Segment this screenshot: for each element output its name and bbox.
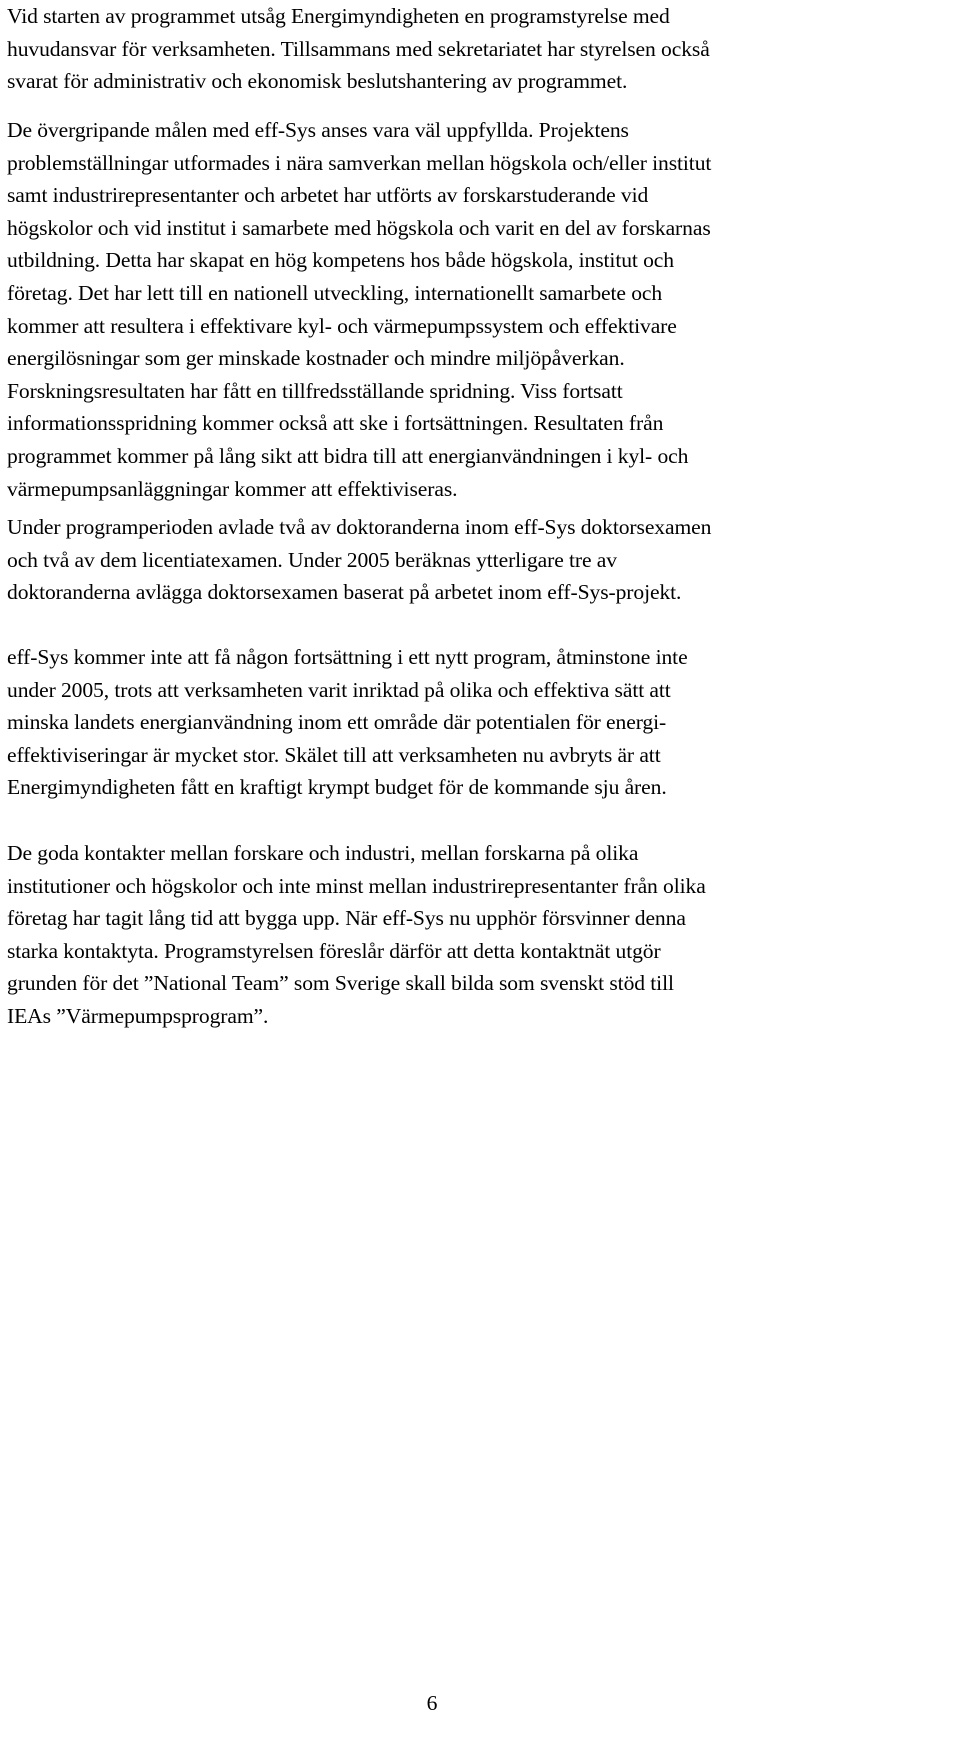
paragraph-2 (7, 114, 953, 505)
text-line: doktoranderna avlägga doktorsexamen baserat på arbetet inom eff-Sys-projekt. (7, 580, 682, 605)
text-line: informationsspridning kommer också att ske i fortsättningen. Resultaten från (7, 411, 664, 436)
text-line: minska landets energianvändning inom ett område där potentialen för energi- (7, 710, 667, 735)
paragraph-1 (7, 0, 953, 98)
text-line: Forskningsresultaten har fått en tillfredsställande spridning. Viss fortsatt (7, 378, 623, 403)
text-line: huvudansvar för verksamheten. Tillsammans med sekretariatet har styrelsen också (7, 36, 710, 61)
text-line: effektiviseringar är mycket stor. Skälet till att verksamheten nu avbryts är att (7, 742, 661, 767)
text-line: under 2005, trots att verksamheten varit inriktad på olika och effektiva sätt att (7, 677, 671, 702)
text-line: företag har tagit lång tid att bygga upp. När eff-Sys nu upphör försvinner denna (7, 906, 686, 931)
text-line: Vid starten av programmet utsåg Energimyndigheten en programstyrelse med (7, 4, 670, 28)
text-line: starka kontaktyta. Programstyrelsen föreslår därför att detta kontaktnät utgör (7, 938, 661, 963)
text-line: svarat för administrativ och ekonomisk beslutshantering av programmet. (7, 69, 628, 94)
text-line: och två av dem licentiatexamen. Under 2005 beräknas ytterligare tre av (7, 547, 617, 572)
text-line: problemställningar utformades i nära samverkan mellan högskola och/eller institut (7, 150, 712, 175)
text-line: samt industrirepresentanter och arbetet har utförts av forskarstuderande vid (7, 183, 649, 208)
text-line: Under programperioden avlade två av doktoranderna inom eff-Sys doktorsexamen (7, 515, 712, 539)
text-line: grunden för det ”National Team” som Sverige skall bilda som svenskt stöd till (7, 971, 674, 996)
page-number: 6 (426, 1691, 438, 1715)
text-line: De övergripande målen med eff-Sys anses vara väl uppfyllda. Projektens (7, 118, 629, 142)
text-line: energilösningar som ger minskade kostnader och mindre miljöpåverkan. (7, 346, 625, 371)
text-line: företag. Det har lett till en nationell utveckling, internationellt samarbete och (7, 280, 663, 305)
paragraph-5 (7, 837, 953, 1033)
text-line: Energimyndigheten fått en kraftigt krympt budget för de kommande sju åren. (7, 775, 667, 800)
paragraph-3 (7, 511, 953, 609)
text-line: eff-Sys kommer inte att få någon fortsättning i ett nytt program, åtminstone inte (7, 645, 688, 669)
text-line: programmet kommer på lång sikt att bidra till att energianvändningen i kyl- och (7, 443, 689, 468)
text-line: institutioner och högskolor och inte minst mellan industrirepresentanter från olika (7, 873, 706, 898)
text-line: utbildning. Detta har skapat en hög kompetens hos både högskola, institut och (7, 248, 674, 273)
text-line: värmepumpsanläggningar kommer att effektiviseras. (7, 476, 458, 501)
text-line: kommer att resultera i effektivare kyl- och värmepumpssystem och effektivare (7, 313, 677, 338)
document-page (7, 0, 953, 1753)
paragraph-4 (7, 641, 953, 804)
text-line: IEAs ”Värmepumpsprogram”. (7, 1003, 269, 1028)
text-line: De goda kontakter mellan forskare och industri, mellan forskarna på olika (7, 841, 639, 865)
text-line: högskolor och vid institut i samarbete med högskola och varit en del av forskarnas (7, 215, 711, 240)
